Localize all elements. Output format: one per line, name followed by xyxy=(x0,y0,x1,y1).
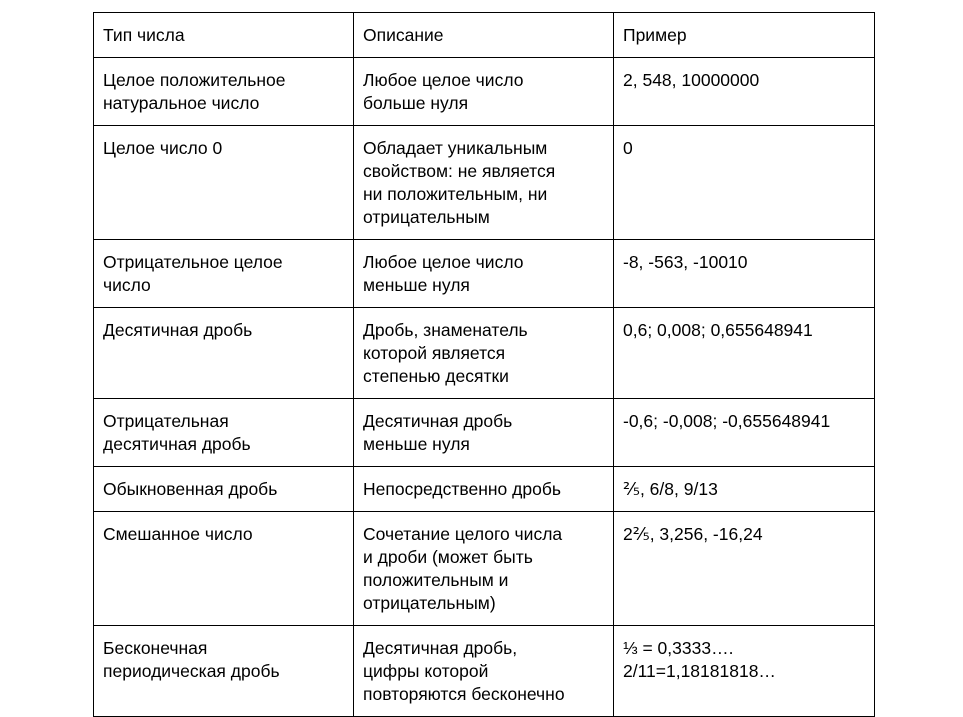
table-header-row xyxy=(94,13,875,58)
cell-example: 2, 548, 10000000 xyxy=(614,58,875,126)
cell-example: ⅓ = 0,3333…. 2/11=1,18181818… xyxy=(614,626,875,717)
cell-type: Отрицательное целое число xyxy=(94,240,354,308)
cell-description: Любое целое число больше нуля xyxy=(354,58,614,126)
table-row xyxy=(94,308,875,399)
cell-example: -0,6; -0,008; -0,655648941 xyxy=(614,399,875,467)
cell-example: ⅖, 6/8, 9/13 xyxy=(614,467,875,512)
table-row xyxy=(94,512,875,626)
table-row xyxy=(94,467,875,512)
table-row xyxy=(94,58,875,126)
table-row xyxy=(94,399,875,467)
cell-type: Десятичная дробь xyxy=(94,308,354,399)
cell-example: -8, -563, -10010 xyxy=(614,240,875,308)
cell-type: Целое положительное натуральное число xyxy=(94,58,354,126)
cell-description: Непосредственно дробь xyxy=(354,467,614,512)
cell-type: Обыкновенная дробь xyxy=(94,467,354,512)
cell-type: Смешанное число xyxy=(94,512,354,626)
cell-description: Десятичная дробь, цифры которой повторяются бесконечно xyxy=(354,626,614,717)
header-cell-description: Описание xyxy=(354,13,614,58)
table-row xyxy=(94,626,875,717)
cell-description: Обладает уникальным свойством: не является ни положительным, ни отрицательным xyxy=(354,126,614,240)
cell-description: Десятичная дробь меньше нуля xyxy=(354,399,614,467)
cell-example: 0,6; 0,008; 0,655648941 xyxy=(614,308,875,399)
cell-description: Дробь, знаменатель которой является степенью десятки xyxy=(354,308,614,399)
cell-example: 0 xyxy=(614,126,875,240)
cell-type: Целое число 0 xyxy=(94,126,354,240)
cell-example: 2⅖, 3,256, -16,24 xyxy=(614,512,875,626)
table-row xyxy=(94,240,875,308)
cell-type: Отрицательная десятичная дробь xyxy=(94,399,354,467)
table-row xyxy=(94,126,875,240)
header-cell-example: Пример xyxy=(614,13,875,58)
cell-type: Бесконечная периодическая дробь xyxy=(94,626,354,717)
cell-description: Сочетание целого числа и дроби (может быть положительным и отрицательным) xyxy=(354,512,614,626)
cell-description: Любое целое число меньше нуля xyxy=(354,240,614,308)
header-cell-type: Тип числа xyxy=(94,13,354,58)
number-types-table xyxy=(93,12,875,717)
